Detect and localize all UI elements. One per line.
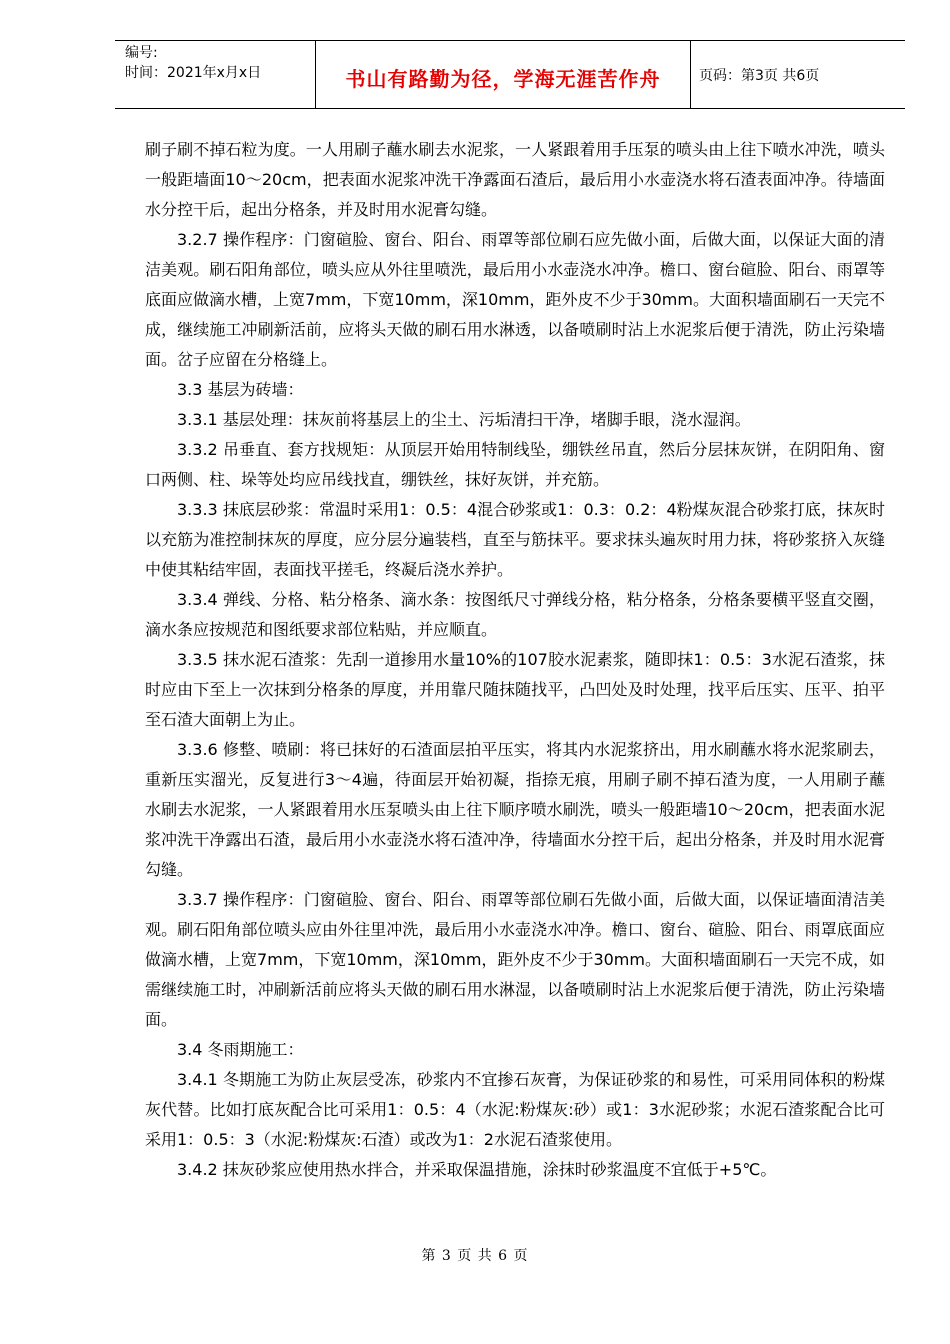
header-motto-cell <box>315 41 691 108</box>
body-paragraph: 3.3.7 操作程序：门窗碹脸、窗台、阳台、雨罩等部位刷石先做小面，后做大面，以保证墙面清洁美观。刷石阳角部位喷头应由外往里冲洗，最后用小水壶浇水冲净。檐口、窗台、碹脸、阳台、雨罩底面应做滴水槽，上宽7mm，下宽10mm，深10mm，距外皮不少于30mm。大面积墙面刷石一天完不成，如需继续施工时，冲刷新活前应将头天做的刷石用水淋湿，以备喷刷时沾上水泥浆后便于清洗，防止污染墙面。 <box>145 890 885 1029</box>
body-paragraph: 3.4.2 抹灰砂浆应使用热水拌合，并采取保温措施，涂抹时砂浆温度不宜低于+5℃。 <box>177 1160 777 1179</box>
body-paragraph: 3.2.7 操作程序：门窗碹脸、窗台、阳台、雨罩等部位刷石应先做小面，后做大面，以保证大面的清洁美观。刷石阳角部位，喷头应从外往里喷洗，最后用小水壶浇水冲净。檐口、窗台碹脸、阳台、雨罩等底面应做滴水槽，上宽7mm，下宽10mm，深10mm，距外皮不少于30mm。大面积墙面刷石一天完不成，继续施工冲刷新活前，应将头天做的刷石用水淋透，以备喷刷时沾上水泥浆后便于清洗，防止污染墙面。岔子应留在分格缝上。 <box>145 230 885 369</box>
body-paragraph: 3.3.1 基层处理：抹灰前将基层上的尘土、污垢清扫干净，堵脚手眼，浇水湿润。 <box>177 410 751 429</box>
header-page-cell <box>691 41 905 108</box>
page-header <box>115 40 905 109</box>
body-paragraph: 3.3 基层为砖墙： <box>177 380 304 399</box>
page-footer: 第 3 页 共 6 页 <box>421 1248 529 1264</box>
body-paragraph: 刷子刷不掉石粒为度。一人用刷子蘸水刷去水泥浆，一人紧跟着用手压泵的喷头由上往下喷水冲洗，喷头一般距墙面10～20cm，把表面水泥浆冲洗干净露面石渣后，最后用小水壶浇水将石渣表面冲净。待墙面水分控干后，起出分格条，并及时用水泥膏勾缝。 <box>145 140 885 219</box>
serial-label: 编号: <box>125 45 158 61</box>
header-page-info: 页码：第3页 共6页 <box>699 68 820 84</box>
body-paragraph: 3.3.4 弹线、分格、粘分格条、滴水条：按图纸尺寸弹线分格，粘分格条，分格条要横平竖直交圈，滴水条应按规范和图纸要求部位粘贴，并应顺直。 <box>145 590 885 639</box>
document-body <box>145 135 885 1185</box>
body-paragraph: 3.3.3 抹底层砂浆：常温时采用1：0.5：4混合砂浆或1：0.3：0.2：4粉煤灰混合砂浆打底，抹灰时以充筋为准控制抹灰的厚度，应分层分遍装档，直至与筋抹平。要求抹头遍灰时用力抹，将砂浆挤入灰缝中使其粘结牢固，表面找平搓毛，终凝后浇水养护。 <box>145 500 885 579</box>
body-paragraph: 3.3.2 吊垂直、套方找规矩：从顶层开始用特制线坠，绷铁丝吊直，然后分层抹灰饼，在阴阳角、窗口两侧、柱、垛等处均应吊线找直，绷铁丝，抹好灰饼，并充筋。 <box>145 440 885 489</box>
time-label: 时间：2021年x月x日 <box>125 65 262 81</box>
body-paragraph: 3.4 冬雨期施工： <box>177 1040 304 1059</box>
body-paragraph: 3.3.5 抹水泥石渣浆：先刮一道掺用水量10%的107胶水泥素浆，随即抹1：0.5：3水泥石渣浆，抹时应由下至上一次抹到分格条的厚度，并用靠尺随抹随找平，凸凹处及时处理，找平后压实、压平、拍平至石渣大面朝上为止。 <box>145 650 885 729</box>
header-motto: 书山有路勤为径，学海无涯苦作舟 <box>345 67 661 91</box>
body-paragraph: 3.3.6 修整、喷刷：将已抹好的石渣面层拍平压实，将其内水泥浆挤出，用水刷蘸水将水泥浆刷去，重新压实溜光，反复进行3～4遍，待面层开始初凝，指捺无痕，用刷子刷不掉石渣为度，一人用刷子蘸水刷去水泥浆，一人紧跟着用水压泵喷头由上往下顺序喷水刷洗，喷头一般距墙10～20cm，把表面水泥浆冲洗干净露出石渣，最后用小水壶浇水将石渣冲净，待墙面水分控干后，起出分格条，并及时用水泥膏勾缝。 <box>145 740 885 879</box>
body-paragraph: 3.4.1 冬期施工为防止灰层受冻，砂浆内不宜掺石灰膏，为保证砂浆的和易性，可采用同体积的粉煤灰代替。比如打底灰配合比可采用1：0.5：4（水泥:粉煤灰:砂）或1：3水泥砂浆；水泥石渣浆配合比可采用1：0.5：3（水泥:粉煤灰:石渣）或改为1：2水泥石渣浆使用。 <box>145 1070 885 1149</box>
header-meta-cell <box>115 41 315 108</box>
